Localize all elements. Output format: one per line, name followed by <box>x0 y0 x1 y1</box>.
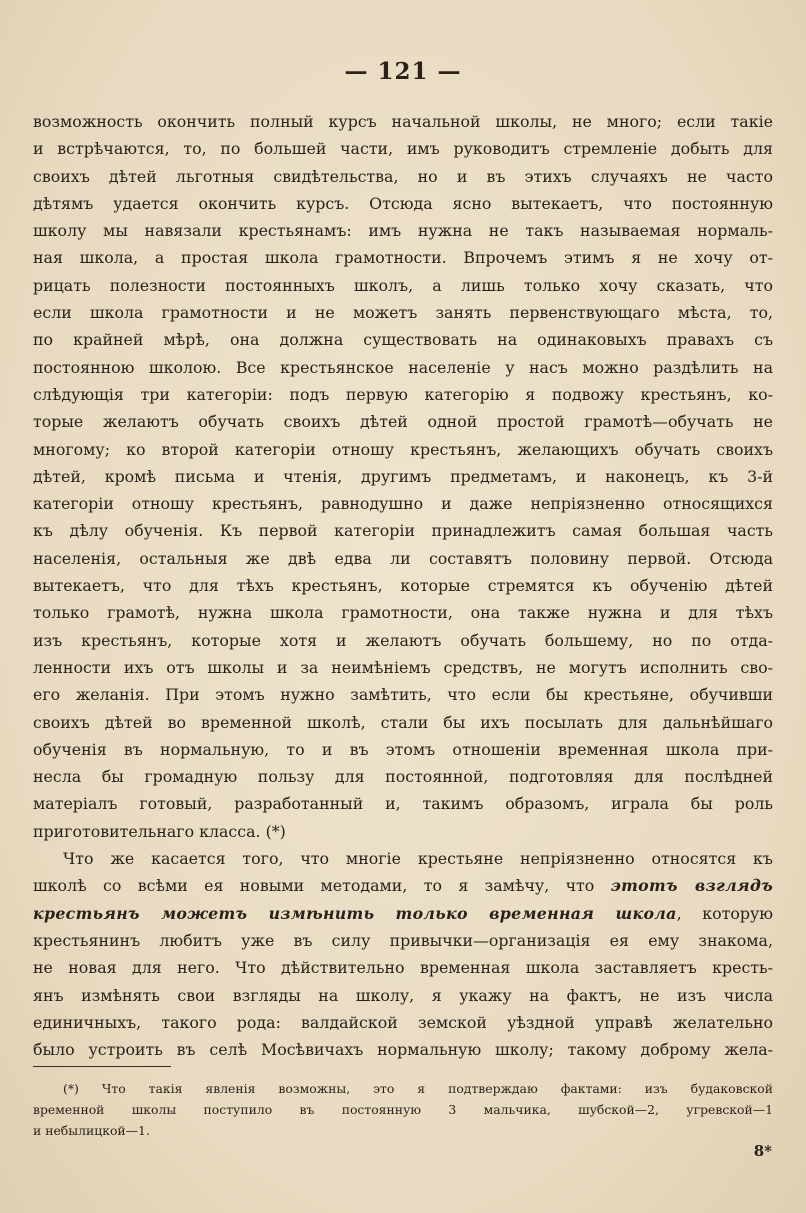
text-line <box>33 900 773 927</box>
text-line: слѣдующія три категоріи: подъ первую категорію я подвожу крестьянъ, ко- <box>33 384 773 404</box>
text-line: обученія въ нормальную, то и въ этомъ отношеніи временная школа при- <box>33 739 773 759</box>
text-line: не новая для него. Что дѣйствительно временная школа заставляетъ кресть- <box>33 958 773 978</box>
text-line: и небылицкой—1. <box>33 1123 150 1138</box>
text-line: (*) Что такія явленія возможны, это я подтверждаю фактами: изъ будаковской <box>63 1081 773 1096</box>
page-number: — 121 — <box>344 58 462 85</box>
text-line: дѣтей, кромѣ письма и чтенія, другимъ предметамъ, и наконецъ, къ 3-й <box>33 466 773 486</box>
text-line: Что же касается того, что многіе крестьяне непріязненно относятся къ <box>63 849 773 869</box>
text-line: его желанія. При этомъ нужно замѣтить, что если бы крестьяне, обучивши <box>33 685 773 705</box>
text-line: матеріалъ готовый, разработанный и, такимъ образомъ, играла бы роль <box>33 794 773 814</box>
text-line: ная школа, а простая школа грамотности. Впрочемъ этимъ я не хочу от- <box>33 248 773 268</box>
text-line: дѣтямъ удается окончить курсъ. Отсюда ясно вытекаетъ, что постоянную <box>33 193 773 213</box>
text-line: изъ крестьянъ, которые хотя и желаютъ обучать большему, но по отда- <box>33 630 773 650</box>
text-line: несла бы громадную пользу для постоянной, подготовляя для послѣдней <box>33 767 773 787</box>
text-line: по крайней мѣрѣ, она должна существовать на одинаковыхъ правахъ съ <box>33 330 773 350</box>
text-fragment: школѣ со всѣми ея новыми методами, то я замѣчу, что <box>33 876 611 896</box>
text-fragment: , которую <box>676 903 773 923</box>
text-line: своихъ дѣтей льготныя свидѣтельства, но и въ этихъ случаяхъ не часто <box>33 166 773 186</box>
text-line: многому; ко второй категоріи отношу крестьянъ, желающихъ обучать своихъ <box>33 439 773 459</box>
text-line: къ дѣлу обученія. Къ первой категоріи принадлежитъ самая большая часть <box>33 521 773 541</box>
text-line: категоріи отношу крестьянъ, равнодушно и даже непріязненно относящихся <box>33 494 773 514</box>
emphasized-text: крестьянъ можетъ измѣнить только временная школа <box>33 903 677 923</box>
paragraph-1 <box>33 108 773 845</box>
text-line: торые желаютъ обучать своихъ дѣтей одной простой грамотѣ—обучать не <box>33 412 773 432</box>
emphasized-text: этотъ взглядъ <box>610 876 773 896</box>
text-line: вытекаетъ, что для тѣхъ крестьянъ, которые стремятся къ обученію дѣтей <box>33 576 773 596</box>
text-line: школу мы навязали крестьянамъ: имъ нужна не такъ называемая нормаль- <box>33 221 773 241</box>
text-line: крестьянинъ любитъ уже въ силу привычки—организація ея ему знакома, <box>33 930 773 950</box>
text-line: было устроить въ селѣ Мосѣвичахъ нормальную школу; такому доброму жела- <box>33 1040 773 1060</box>
text-line: возможность окончить полный курсъ начальной школы, не много; если такіе <box>33 112 773 131</box>
footnote-rule <box>33 1066 171 1067</box>
text-line: населенія, остальныя же двѣ едва ли составятъ половину первой. Отсюда <box>33 548 773 568</box>
body-text <box>33 108 773 1063</box>
text-line: если школа грамотности и не можетъ занять первенствующаго мѣста, то, <box>33 303 773 323</box>
text-line: и встрѣчаются, то, по большей части, имъ руководитъ стремленіе добыть для <box>33 139 773 159</box>
text-line: ленности ихъ отъ школы и за неимѣніемъ средствъ, не могутъ исполнить сво- <box>33 657 773 677</box>
paragraph-2-rest <box>33 927 773 1063</box>
text-line: временной школы поступило въ постоянную 3 мальчика, шубской—2, угревской—1 <box>33 1102 773 1117</box>
text-line: только грамотѣ, нужна школа грамотности, она также нужна и для тѣхъ <box>33 603 773 623</box>
footnote <box>33 1078 773 1141</box>
text-line: единичныхъ, такого рода: валдайской земской уѣздной управѣ желательно <box>33 1012 773 1032</box>
text-line: своихъ дѣтей во временной школѣ, стали бы ихъ посылать для дальнѣйшаго <box>33 712 773 732</box>
paragraph-2 <box>33 845 773 1063</box>
text-line: янъ измѣнять свои взгляды на школу, я укажу на фактъ, не изъ числа <box>33 985 773 1005</box>
signature-mark: 8* <box>753 1142 772 1160</box>
text-line: рицать полезности постоянныхъ школъ, а лишь только хочу сказать, что <box>33 275 773 295</box>
text-line <box>33 872 773 899</box>
text-line: приготовительнаго класса. (*) <box>33 821 286 841</box>
text-line: постоянною школою. Все крестьянское населеніе у насъ можно раздѣлить на <box>33 357 773 377</box>
